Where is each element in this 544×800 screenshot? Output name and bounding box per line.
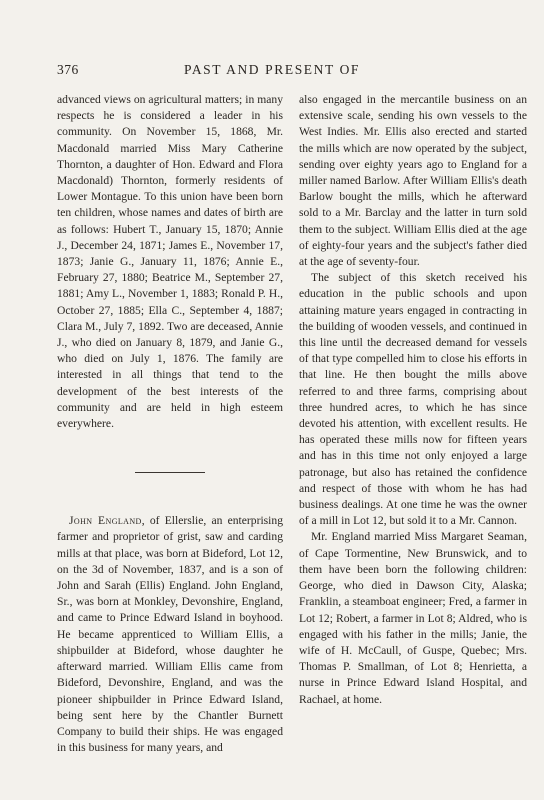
england-biography-text: , of Ellerslie, an enterprising farmer and proprietor of grist, saw and carding mills at that place, was born at Bideford, Lot 12, on the 3d of November, 1837, and is a son of John and Sarah (Ellis) England. John England, Sr., was born at Monkley, Devonshire, England, and came to Prince Edward Island in boyhood. He became apprenticed to William Ellis, a shipbuilder at Bideford, whose daughter he afterward married. William Ellis came from Bideford, Devonshire, England, and was the pioneer shipbuilder in Prince Edward Island, being sent here by the Chantler Burnett Company to build their ships. He was engaged in this business for many years, and xyxy=(57,514,283,755)
right-column xyxy=(299,92,527,708)
page-number: 376 xyxy=(57,62,79,77)
right-paragraph-continued: also engaged in the mercantile business on an extensive scale, sending his own vessels to the West Indies. Mr. Ellis also erected and started the mills which are now operated by the subject, sending over eighty years ago to England for a miller named Barlow. After William Ellis's death Barlow bought the mills, which he afterward sold to a Mr. Barclay and the latter in turn sold them to the subject. William Ellis died at the age of eighty-four years and the subject's father died at the age of seventy-four. xyxy=(299,93,527,269)
running-head: PAST AND PRESENT OF xyxy=(183,62,361,77)
england-biography-opening xyxy=(57,513,283,756)
right-paragraph-education: The subject of this sketch received his education in the public schools and upon attaining mature years engaged in contracting in the building of wooden vessels, and continued in this line until the decreased demand for vessels of that type compelled him to close his efforts in that line. He then bought the mills above referred to and three farms, comprising about three hundred acres, to which he has since devoted his attention, with excellent results. He has operated these mills now for fifteen years and has in this time not only enjoyed a large patronage, but also has retained the confidence and respect of those with whom he has had business dealings. At one time he was the owner of a mill in Lot 12, but sold it to a Mr. Cannon. xyxy=(299,271,527,528)
left-paragraph-continued: advanced views on agricultural matters; in many respects he is considered a leader in his community. On November 15, 1868, Mr. Macdonald married Miss Mary Catherine Thornton, a daughter of Hon. Edward and Flora Macdonald) Thornton, formerly residents of Lower Montague. To this union have been born ten children, whose names and dates of birth are as follows: Hubert T., January 15, 1870; Annie J., December 24, 1871; James E., November 17, 1873; Janie G., January 11, 1876; Annie E., February 27, 1880; Beatrice M., September 27, 1881; Amy L., November 1, 1883; Ronald P. H., October 27, 1885; Ella C., September 4, 1887; Clara M., July 7, 1892. Two are deceased, Annie J., who died on January 8, 1879, and Janie G., who died on July 1, 1876. The family are interested in all things that tend to the development of the best interests of the community and are held in high esteem everywhere. xyxy=(57,93,283,431)
left-column xyxy=(57,92,283,756)
right-paragraph-family: Mr. England married Miss Margaret Seaman, of Cape Tormentine, New Brunswick, and to them have been born the following children: George, who died in Dawson City, Alaska; Franklin, a steamboat engineer; Fred, a farmer in Lot 12; Robert, a farmer in Lot 8; Aldred, who is engaged with his father in the mills; Janie, the wife of H. McCaull, of Guspe, Quebec; Mrs. Thomas P. Smallman, of Lot 8; Henrietta, a nurse in Prince Edward Island Hospital, and Rachael, at home. xyxy=(299,530,527,706)
subject-name: John England xyxy=(69,514,142,528)
section-divider-rule xyxy=(135,472,205,473)
